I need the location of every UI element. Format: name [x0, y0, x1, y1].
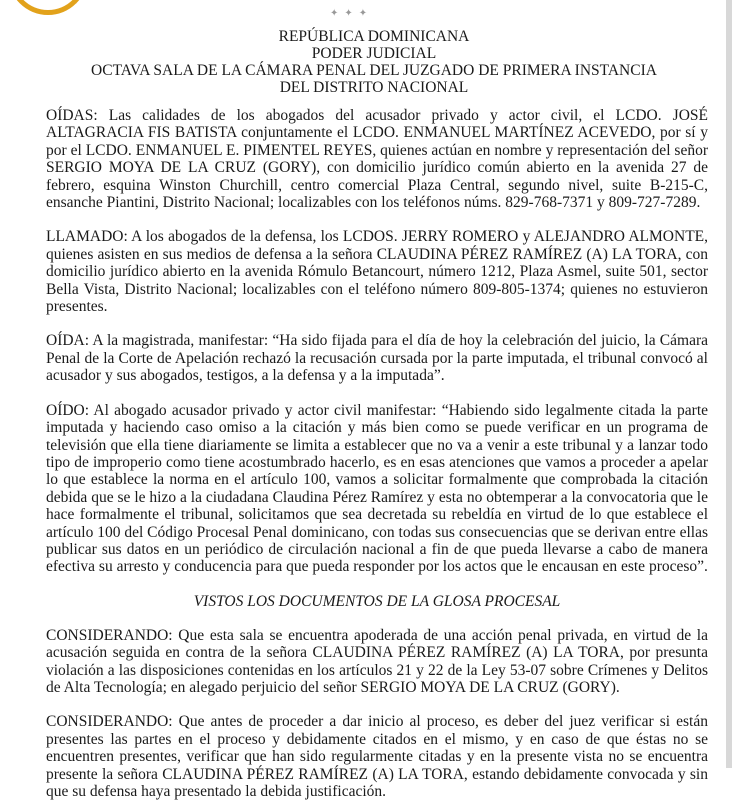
paragraph-llamado: LLAMADO: A los abogados de la defensa, los LCDOS. JERRY ROMERO y ALEJANDRO ALMONTE, quienes asisten en sus medios de defensa a la señora CLAUDINA PÉREZ RAMÍREZ (A) LA TORA, con domicilio jurídico abierto en la avenida Rómulo Betancourt, número 1212, Plaza Asmel, suite 501, sector Bella Vista, Distrito Nacional; localizables con el teléfono número 809-805-1374; quienes no estuvieron presentes.: [46, 228, 708, 316]
paragraph-oido-abogado: OÍDO: Al abogado acusador privado y actor civil manifestar: “Habiendo sido legalmente citada la parte imputada y haciendo caso omiso a la citación y más bien como se puede verificar en un programa de televisión que ella tiene diariamente se limita a establecer que no va a venir a este tribunal y a lanzar todo tipo de improperio como tiene acostumbrado hacerlo, es en esas atenciones que vamos a proceder a apelar lo que establece la norma en el artículo 100, vamos a solicitar formalmente que comprobada la citación debida que se le hizo a la ciudadana Claudina Pérez Ramírez y esta no obtemperar a la convocatoria que le hace formalmente el tribunal, solicitamos que sea decretada su rebeldía en virtud de lo que establece el artículo 100 del Código Procesal Penal dominicano, con todas sus consecuencias que se derivan entre ellas publicar sus datos en un periódico de circulación nacional a fin de que pueda llevarse a cabo de manera efectiva su arresto y conducencia para que pueda responder por los actos que le encausan en este proceso”.: [46, 401, 709, 576]
paragraph-oida-magistrada: OÍDA: A la magistrada, manifestar: “Ha sido fijada para el día de hoy la celebración del juicio, la Cámara Penal de la Corte de Apelación rechazó la recusación cursada por la parte imputada, el tribunal convocó al acusador y sus abogados, testigos, a la defensa y a la imputada”.: [46, 332, 708, 385]
paragraph-oidas: OÍDAS: Las calidades de los abogados del acusador privado y actor civil, el LCDO. JOSÉ ALTAGRACIA FIS BATISTA conjuntamente el LCDO. ENMANUEL MARTÍNEZ ACEVEDO, por sí y por el LCDO. ENMANUEL E. PIMENTEL REYES, quienes actúan en nombre y representación del señor SERGIO MOYA DE LA CRUZ (GORY), con domicilio jurídico común abierto en la avenida 27 de febrero, esquina Winston Churchill, centro comercial Plaza Central, segundo nivel, suite B-215-C, ensanche Piantini, Distrito Nacional; localizables con los teléfonos núms. 829-768-7371 y 809-727-7289.: [46, 107, 708, 212]
paragraph-considerando-2: CONSIDERANDO: Que antes de proceder a dar inicio al proceso, es deber del juez verificar si están presentes las partes en el proceso y debidamente citados en el mismo, y en caso de que éstas no se encuentren presentes, verificar que han sido regularmente citadas y en la presente vista no se encuentra presente la señora CLAUDINA PÉREZ RAMÍREZ (A) LA TORA, estando debidamente convocada y sin que su defensa haya presentado la debida justificación.: [46, 713, 708, 800]
crest-icon: ✦✦✦: [330, 8, 374, 19]
header-district: DEL DISTRITO NACIONAL: [279, 79, 469, 96]
header-court: OCTAVA SALA DE LA CÁMARA PENAL DEL JUZGADO DE PRIMERA INSTANCIA: [91, 62, 657, 79]
document-header: [46, 28, 702, 96]
header-branch: PODER JUDICIAL: [311, 45, 437, 62]
paragraph-considerando-1: CONSIDERANDO: Que esta sala se encuentra apoderada de una acción penal privada, en virtud de la acusación seguida en contra de la señora CLAUDINA PÉREZ RAMÍREZ (A) LA TORA, por presunta violación a las disposiciones contenidas en los artículos 21 y 22 de la Ley 53-07 sobre Crímenes y Delitos de Alta Tecnología; en alegado perjuicio del señor SERGIO MOYA DE LA CRUZ (GORY).: [46, 626, 708, 696]
section-title-vistos: VISTOS LOS DOCUMENTOS DE LA GLOSA PROCESAL: [193, 592, 561, 610]
header-country: REPÚBLICA DOMINICANA: [278, 28, 470, 45]
